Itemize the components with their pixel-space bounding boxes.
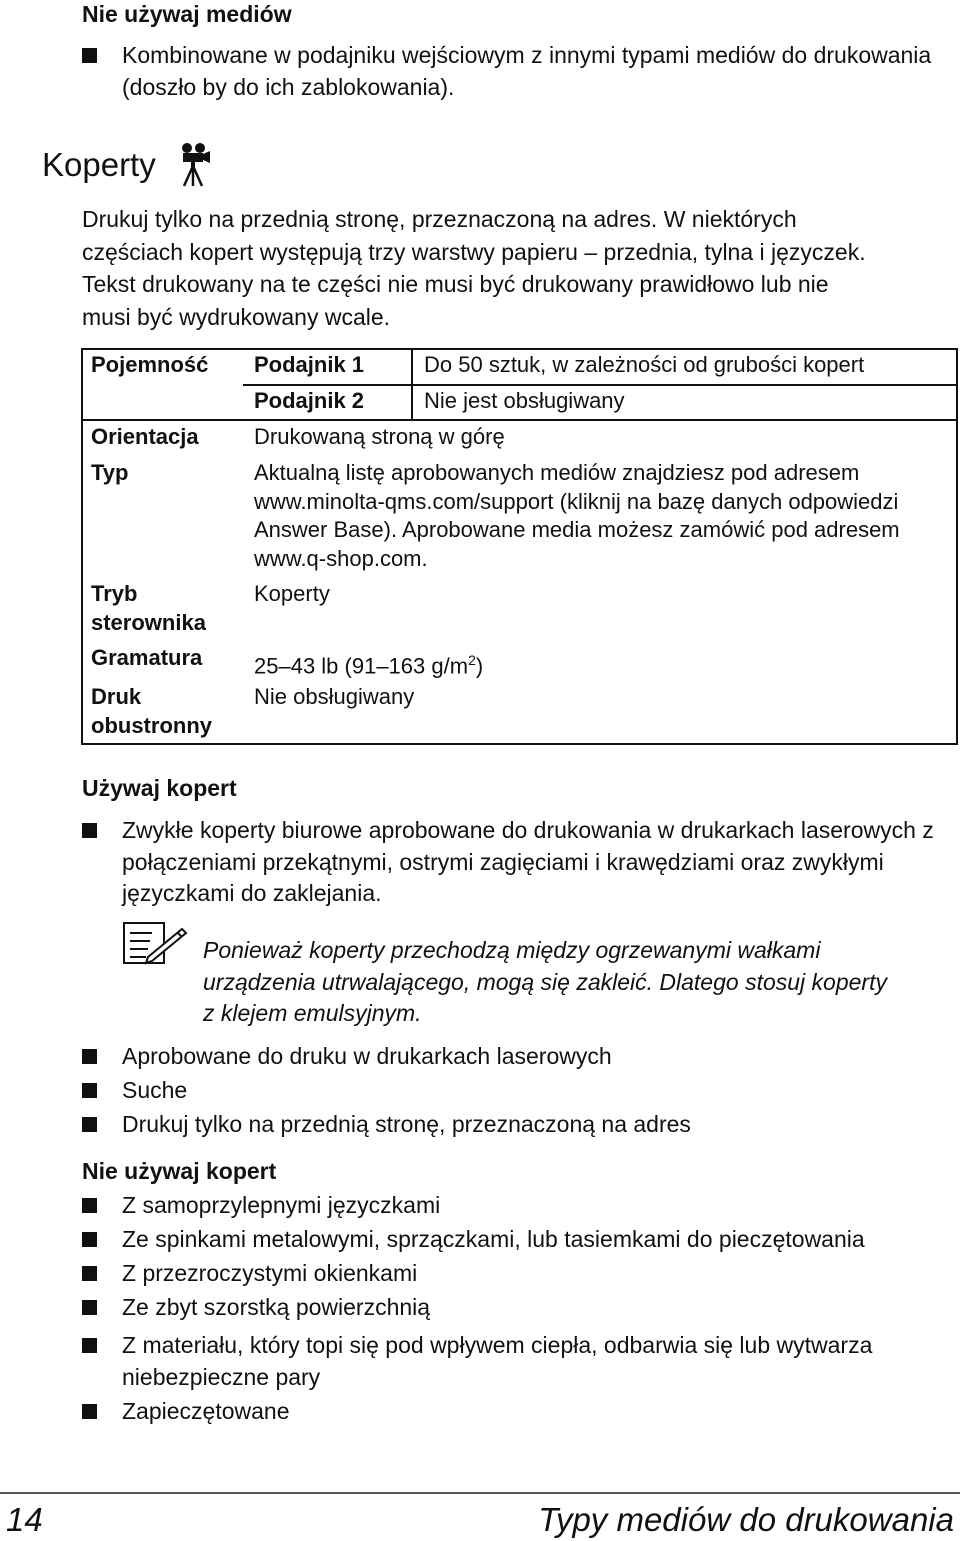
weight-value-end: ) (475, 653, 484, 679)
list-item-text: Zapieczętowane (122, 1398, 290, 1424)
list-item-text: Kombinowane w podajniku wejściowym z innymi typami mediów do drukowania (doszło by do ich zablokowania). (122, 42, 932, 100)
list-item (82, 1109, 942, 1141)
bullet-square-icon (82, 1117, 97, 1132)
tray2-label: Podajnik 2 (254, 388, 365, 413)
list-item (82, 1041, 942, 1073)
list-item (82, 1292, 942, 1324)
list-item-text: Ze spinkami metalowymi, sprzączkami, lub tasiemkami do pieczętowania (122, 1226, 865, 1252)
list-item-text: Z przezroczystymi okienkami (122, 1260, 418, 1286)
driver-mode-label: Tryb sterownika (91, 581, 206, 635)
list-item (82, 1190, 942, 1222)
section-title-text: Koperty (42, 146, 156, 183)
weight-unit-superscript: 2 (468, 652, 476, 668)
list-item (82, 1224, 942, 1256)
bullet-square-icon (82, 1049, 97, 1064)
driver-mode-value: Koperty (254, 581, 330, 606)
list-item-text: Drukuj tylko na przednią stronę, przeznaczoną na adres (122, 1111, 691, 1137)
duplex-value: Nie obsługiwany (254, 684, 415, 709)
envelope-specs-table (81, 348, 958, 745)
section-title (42, 145, 156, 185)
footer-divider (0, 1492, 960, 1494)
duplex-label: Druk obustronny (91, 684, 212, 738)
list-item-text: Aprobowane do druku w drukarkach laserowych (122, 1043, 612, 1069)
type-value: Aktualną listę aprobowanych mediów znajdziesz pod adresem www.minolta-qms.com/support (kliknij na bazę danych odpowiedzi Answer Base). Aprobowane media możesz zamówić pod adresem www.q-shop.com. (254, 460, 900, 571)
dont-use-envelopes-heading: Nie używaj kopert (82, 1158, 277, 1184)
bullet-square-icon (82, 1232, 97, 1247)
weight-label: Gramatura (91, 645, 203, 670)
bullet-square-icon (82, 1338, 97, 1353)
bullet-square-icon (82, 823, 97, 838)
type-label: Typ (91, 460, 129, 485)
tray1-label: Podajnik 1 (254, 352, 365, 377)
bullet-square-icon (82, 1404, 97, 1419)
list-item (82, 1330, 882, 1394)
bullet-square-icon (82, 48, 97, 63)
list-item-text: Ze zbyt szorstką powierzchnią (122, 1294, 431, 1320)
chapter-title: Typy mediów do drukowania (538, 1501, 954, 1538)
note-pencil-icon (122, 921, 188, 967)
orientation-value: Drukowaną stroną w górę (254, 424, 505, 449)
list-item (82, 1396, 942, 1428)
use-envelopes-heading: Używaj kopert (82, 775, 237, 801)
tray2-value: Nie jest obsługiwany (424, 388, 625, 413)
list-item-text: Suche (122, 1077, 188, 1103)
list-item-text: Z samoprzylepnymi języczkami (122, 1192, 441, 1218)
note-text: Ponieważ koperty przechodzą między ogrzewanymi wałkami urządzenia utrwalającego, mogą się zakleić. Dlatego stosuj koperty z klejem emulsyjnym. (203, 937, 887, 1026)
orientation-label: Orientacja (91, 424, 199, 449)
list-item (82, 1258, 942, 1290)
page-number: 14 (6, 1501, 43, 1538)
capacity-label: Pojemność (91, 352, 209, 377)
bullet-square-icon (82, 1300, 97, 1315)
list-item (82, 1075, 942, 1107)
list-item (82, 40, 942, 106)
list-item-text: Z materiału, który topi się pod wpływem ciepła, odbarwia się lub wytwarza niebezpieczne pary (122, 1332, 873, 1390)
camera-tripod-icon (178, 142, 212, 188)
tray1-value: Do 50 sztuk, w zależności od grubości kopert (424, 352, 865, 377)
weight-value-main: 25–43 lb (91–163 g/m (254, 653, 469, 679)
no-media-heading: Nie używaj mediów (82, 1, 292, 27)
weight-value (254, 646, 483, 681)
list-item (82, 815, 942, 911)
bullet-square-icon (82, 1083, 97, 1098)
bullet-square-icon (82, 1266, 97, 1281)
list-item-text: Zwykłe koperty biurowe aprobowane do drukowania w drukarkach laserowych z połączeniami przekątnymi, ostrymi zagięciami i krawędziami oraz zwykłymi języczkami do zaklejania. (122, 817, 934, 906)
bullet-square-icon (82, 1198, 97, 1213)
envelopes-intro-paragraph: Drukuj tylko na przednią stronę, przeznaczoną na adres. W niektórych częściach kopert występują trzy warstwy papieru – przednia, tylna i języczek. Tekst drukowany na te części nie musi być drukowany prawidłowo lub nie musi być wydrukowany wcale. (82, 206, 866, 330)
